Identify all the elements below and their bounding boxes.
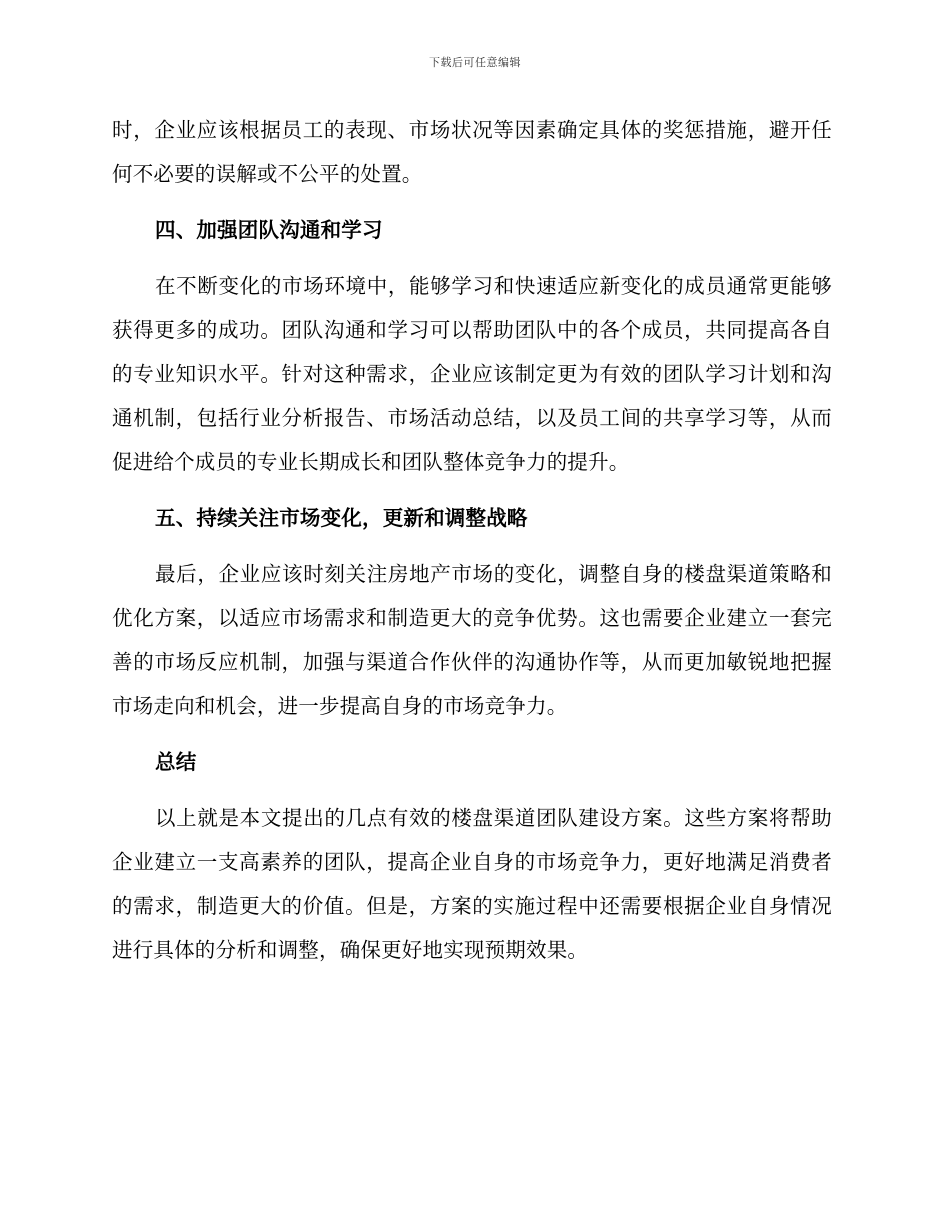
document-body <box>112 108 832 972</box>
section-4-paragraph: 在不断变化的市场环境中，能够学习和快速适应新变化的成员通常更能够获得更多的成功。团队沟通和学习可以帮助团队中的各个成员，共同提高各自的专业知识水平。针对这种需求，企业应该制定更为有效的团队学习计划和沟通机制，包括行业分析报告、市场活动总结，以及员工间的共享学习等，从而促进给个成员的专业长期成长和团队整体竞争力的提升。 <box>112 274 832 474</box>
section-5-paragraph: 最后，企业应该时刻关注房地产市场的变化，调整自身的楼盘渠道策略和优化方案，以适应市场需求和制造更大的竞争优势。这也需要企业建立一套完善的市场反应机制，加强与渠道合作伙伴的沟通协作等，从而更加敏锐地把握市场走向和机会，进一步提高自身的市场竞争力。 <box>112 562 832 718</box>
section-4-heading: 四、加强团队沟通和学习 <box>155 218 383 242</box>
summary-heading: 总结 <box>155 750 197 774</box>
section-5-heading: 五、持续关注市场变化，更新和调整战略 <box>155 506 528 530</box>
summary-paragraph: 以上就是本文提出的几点有效的楼盘渠道团队建设方案。这些方案将帮助企业建立一支高素养的团队，提高企业自身的市场竞争力，更好地满足消费者的需求，制造更大的价值。但是，方案的实施过程中还需要根据企业自身情况进行具体的分析和调整，确保更好地实现预期效果。 <box>112 806 832 962</box>
intro-paragraph: 时，企业应该根据员工的表现、市场状况等因素确定具体的奖惩措施，避开任何不必要的误解或不公平的处置。 <box>112 118 832 186</box>
page-header: 下载后可任意编辑 <box>429 56 521 69</box>
